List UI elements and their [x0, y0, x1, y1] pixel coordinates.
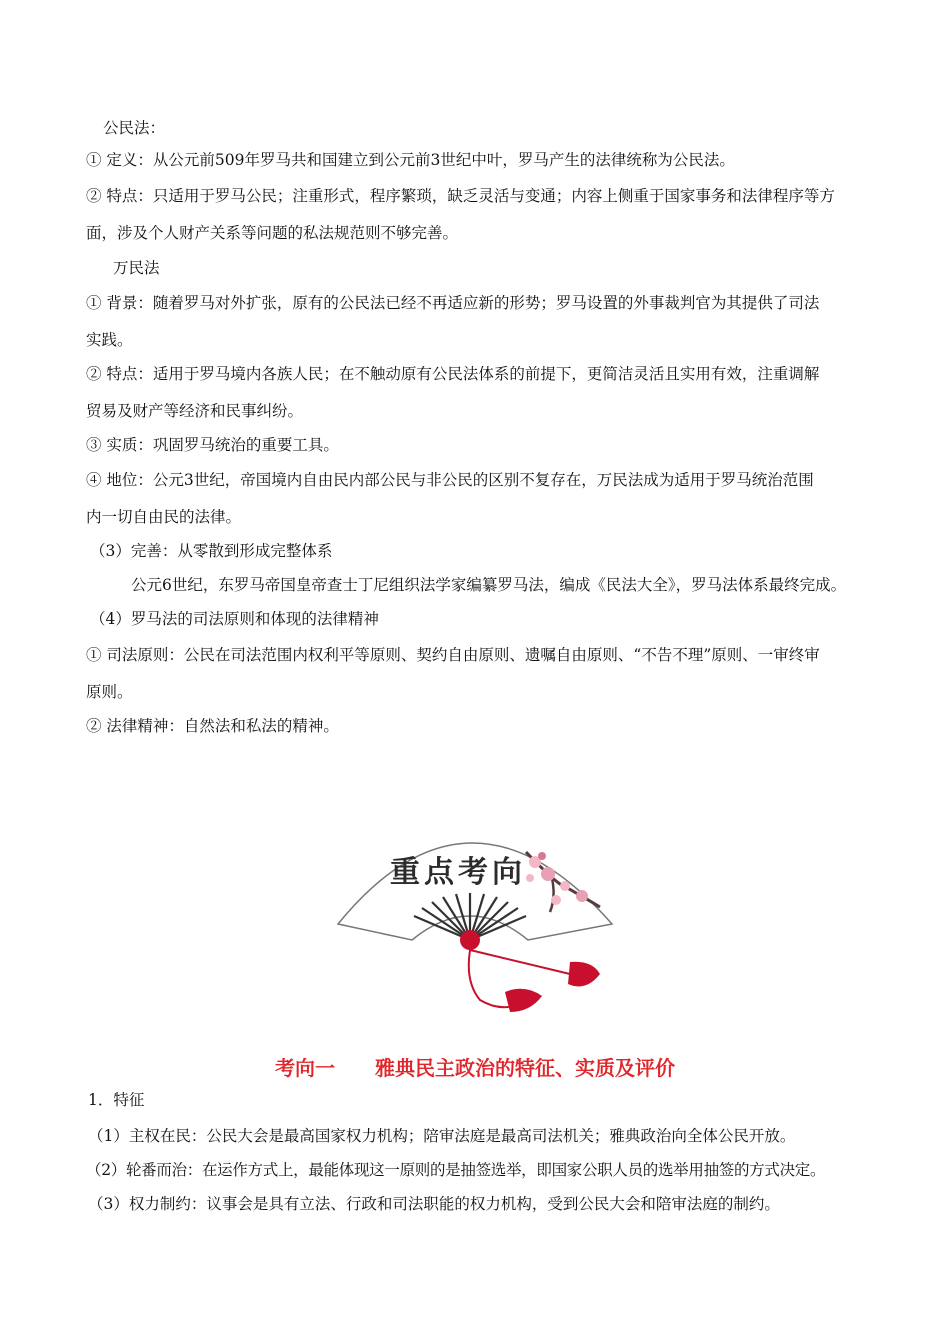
- list-item: （2）轮番而治：在运作方式上，最能体现这一原则的是抽签选举，即国家公职人员的选举用抽签的方式决定。: [86, 1161, 826, 1179]
- banner-title: 重点考向: [390, 855, 526, 890]
- paragraph: ③ 实质：巩固罗马统治的重要工具。: [86, 436, 339, 454]
- paragraph: ① 司法原则：公民在司法范围内权利平等原则、契约自由原则、遗嘱自由原则、“不告不理”原则、一审终审: [86, 646, 820, 664]
- section-number: 考向一: [275, 1056, 335, 1080]
- paragraph: 实践。: [86, 331, 133, 349]
- list-item: （1）主权在民：公民大会是最高国家权力机构；陪审法庭是最高司法机关；雅典政治向全体公民开放。: [88, 1127, 796, 1145]
- paragraph: （3）完善：从零散到形成完整体系: [90, 542, 333, 560]
- paragraph: 公民法：: [103, 119, 166, 137]
- paragraph: 原则。: [86, 683, 133, 701]
- tassel: [568, 962, 600, 987]
- paragraph: （4）罗马法的司法原则和体现的法律精神: [90, 610, 379, 628]
- paragraph: ① 定义：从公元前509年罗马共和国建立到公元前3世纪中叶，罗马产生的法律统称为公民法。: [86, 151, 735, 169]
- paragraph: 内一切自由民的法律。: [86, 508, 242, 526]
- paragraph: ② 特点：适用于罗马境内各族人民；在不触动原有公民法体系的前提下，更简洁灵活且实用有效，注重调解: [86, 365, 820, 383]
- section-heading: [0, 1052, 950, 1081]
- paragraph: ② 特点：只适用于罗马公民；注重形式，程序繁琐，缺乏灵活与变通；内容上侧重于国家事务和法律程序等方: [86, 187, 835, 205]
- section-title: 雅典民主政治的特征、实质及评价: [375, 1056, 675, 1080]
- paragraph: 公元6世纪，东罗马帝国皇帝查士丁尼组织法学家编纂罗马法，编成《民法大全》，罗马法体系最终完成。: [131, 576, 847, 594]
- features-heading: 1．特征: [88, 1091, 145, 1109]
- paragraph: ② 法律精神：自然法和私法的精神。: [86, 717, 339, 735]
- paragraph: ① 背景：随着罗马对外扩张，原有的公民法已经不再适应新的形势；罗马设置的外事裁判官为其提供了司法: [86, 294, 820, 312]
- tassel: [505, 989, 542, 1012]
- paragraph: 面，涉及个人财产关系等问题的私法规范则不够完善。: [86, 224, 459, 242]
- paragraph: ④ 地位：公元3世纪，帝国境内自由民内部公民与非公民的区别不复存在，万民法成为适用于罗马统治范围: [86, 471, 814, 489]
- paragraph: 贸易及财产等经济和民事纠纷。: [86, 402, 304, 420]
- fan-pivot: [460, 930, 480, 950]
- fan-banner-illustration: [330, 812, 620, 1037]
- list-item: （3）权力制约：议事会是具有立法、行政和司法职能的权力机构，受到公民大会和陪审法庭的制约。: [88, 1195, 780, 1213]
- paragraph: 万民法: [113, 259, 160, 277]
